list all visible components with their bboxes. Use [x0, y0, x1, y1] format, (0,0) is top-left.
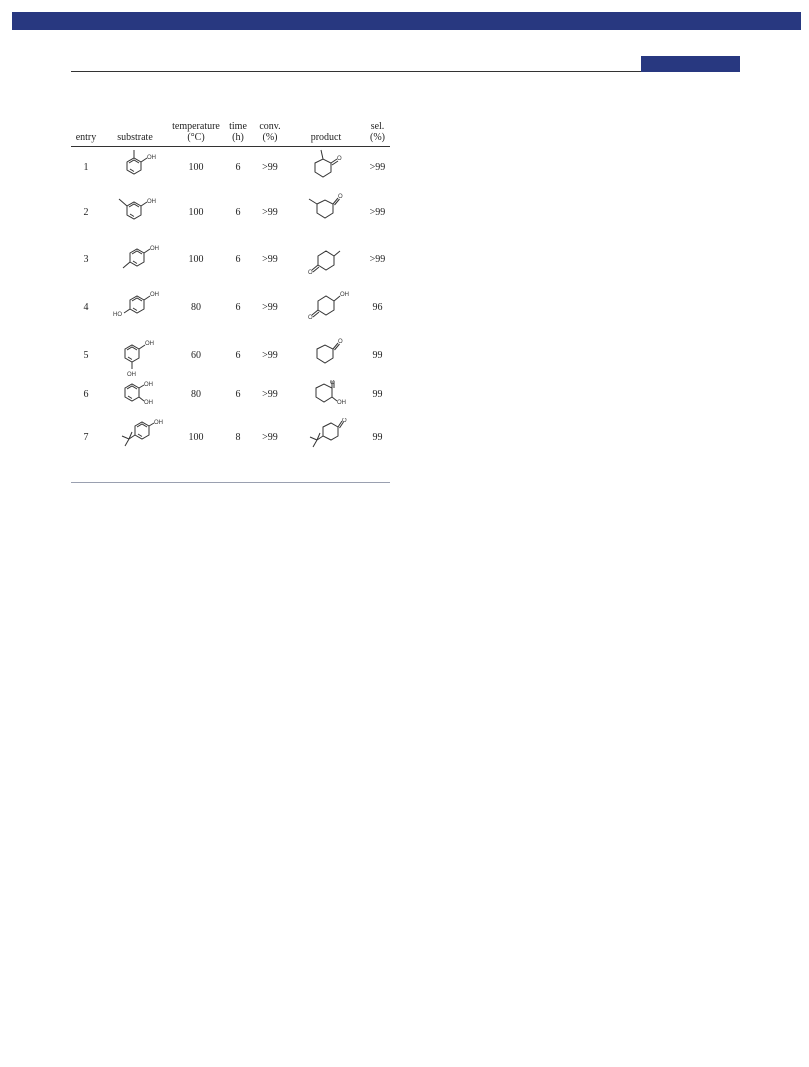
substrate-cell — [101, 380, 169, 410]
svg-text:O: O — [342, 417, 347, 424]
conversion-cell: >99 — [262, 432, 278, 443]
substrate-cell — [101, 189, 169, 236]
svg-text:OH: OH — [337, 399, 346, 406]
header-substrate: substrate — [101, 119, 169, 147]
product-cell — [287, 380, 365, 410]
temperature-cell: 100 — [188, 253, 204, 265]
header-tab — [641, 56, 740, 72]
svg-text:OH: OH — [127, 371, 136, 378]
header-conversion: conv. (%) — [253, 119, 287, 147]
time-cell: 6 — [235, 301, 241, 313]
svg-text:O: O — [308, 270, 313, 276]
entry-cell: 6 — [83, 389, 89, 400]
conversion-cell: >99 — [262, 389, 278, 400]
entry-cell: 5 — [83, 350, 89, 361]
selectivity-cell: 99 — [372, 389, 383, 400]
table-row — [71, 380, 390, 410]
selectivity-cell: 99 — [372, 432, 383, 443]
svg-text:OH: OH — [150, 292, 159, 298]
svg-text:OH: OH — [150, 246, 159, 252]
conversion-cell: >99 — [262, 162, 278, 174]
time-cell: 6 — [235, 206, 241, 218]
table-row — [71, 332, 390, 380]
results-table — [71, 119, 390, 466]
substrate-cell — [101, 236, 169, 283]
product-cell — [287, 332, 365, 380]
svg-text:O: O — [338, 338, 343, 345]
svg-text:OH: OH — [145, 340, 154, 347]
substrate-structure-resorcinol — [105, 334, 165, 378]
svg-text:O: O — [308, 315, 313, 321]
svg-text:OH: OH — [144, 399, 153, 406]
entry-cell: 7 — [83, 432, 89, 443]
product-structure-2-hydroxycyclohexanone — [296, 380, 356, 410]
product-structure-4-tert-butylcyclohexanone — [296, 418, 356, 458]
product-structure-3-methylcyclohexanone — [296, 191, 356, 233]
time-cell: 6 — [235, 389, 241, 400]
substrate-structure-2-methylphenol — [105, 148, 165, 188]
selectivity-cell: 99 — [372, 350, 383, 361]
selectivity-cell: >99 — [369, 162, 386, 174]
product-structure-4-hydroxycyclohexanone — [296, 286, 356, 328]
substrate-cell — [101, 283, 169, 332]
product-cell — [287, 236, 365, 283]
conversion-cell: >99 — [262, 350, 278, 361]
table-bottom-rule — [71, 482, 390, 483]
header-rule — [71, 71, 641, 72]
product-cell — [287, 410, 365, 466]
svg-text:O: O — [338, 194, 343, 200]
table-row — [71, 410, 390, 466]
svg-text:OH: OH — [147, 199, 156, 205]
substrate-structure-hydroquinone — [105, 286, 165, 328]
svg-text:O: O — [330, 379, 335, 386]
entry-cell: 4 — [83, 301, 89, 313]
temperature-cell: 100 — [188, 206, 204, 218]
time-cell: 8 — [235, 432, 241, 443]
substrate-structure-3-methylphenol — [105, 191, 165, 233]
header-time: time (h) — [223, 119, 253, 147]
time-cell: 6 — [235, 350, 241, 361]
svg-text:HO: HO — [113, 312, 122, 318]
substrate-cell — [101, 410, 169, 466]
svg-text:OH: OH — [147, 154, 156, 161]
temperature-cell: 100 — [188, 432, 204, 443]
time-cell: 6 — [235, 253, 241, 265]
svg-text:OH: OH — [144, 381, 153, 388]
substrate-structure-4-tert-butylphenol — [105, 418, 165, 458]
entry-cell: 3 — [83, 253, 89, 265]
header-product: product — [287, 119, 365, 147]
product-cell — [287, 147, 365, 189]
product-cell — [287, 283, 365, 332]
table-row — [71, 189, 390, 236]
substrate-structure-catechol — [105, 380, 165, 410]
header-temperature: temperature (°C) — [169, 119, 223, 147]
time-cell: 6 — [235, 162, 241, 174]
journal-header-bar — [12, 12, 801, 30]
temperature-cell: 80 — [191, 301, 201, 313]
svg-text:O: O — [337, 155, 342, 162]
entry-cell: 2 — [83, 206, 89, 218]
product-structure-4-methylcyclohexanone — [296, 238, 356, 280]
temperature-cell: 60 — [191, 350, 201, 361]
selectivity-cell: 96 — [372, 301, 383, 313]
selectivity-cell: >99 — [369, 206, 386, 218]
header-entry: entry — [71, 119, 101, 147]
product-structure-cyclohexanone — [296, 334, 356, 378]
temperature-cell: 100 — [188, 162, 204, 174]
conversion-cell: >99 — [262, 253, 278, 265]
product-cell — [287, 189, 365, 236]
substrate-cell — [101, 332, 169, 380]
conversion-cell: >99 — [262, 206, 278, 218]
product-structure-2-methylcyclohexanone — [296, 148, 356, 188]
table-header-row — [71, 119, 390, 147]
conversion-cell: >99 — [262, 301, 278, 313]
substrate-cell — [101, 147, 169, 189]
svg-text:OH: OH — [154, 419, 163, 426]
table-row — [71, 236, 390, 283]
temperature-cell: 80 — [191, 389, 201, 400]
entry-cell: 1 — [83, 162, 89, 174]
table-row — [71, 283, 390, 332]
selectivity-cell: >99 — [369, 253, 386, 265]
substrate-structure-4-methylphenol — [105, 238, 165, 280]
svg-text:OH: OH — [340, 292, 349, 298]
table-row — [71, 147, 390, 189]
header-selectivity: sel. (%) — [365, 119, 390, 147]
